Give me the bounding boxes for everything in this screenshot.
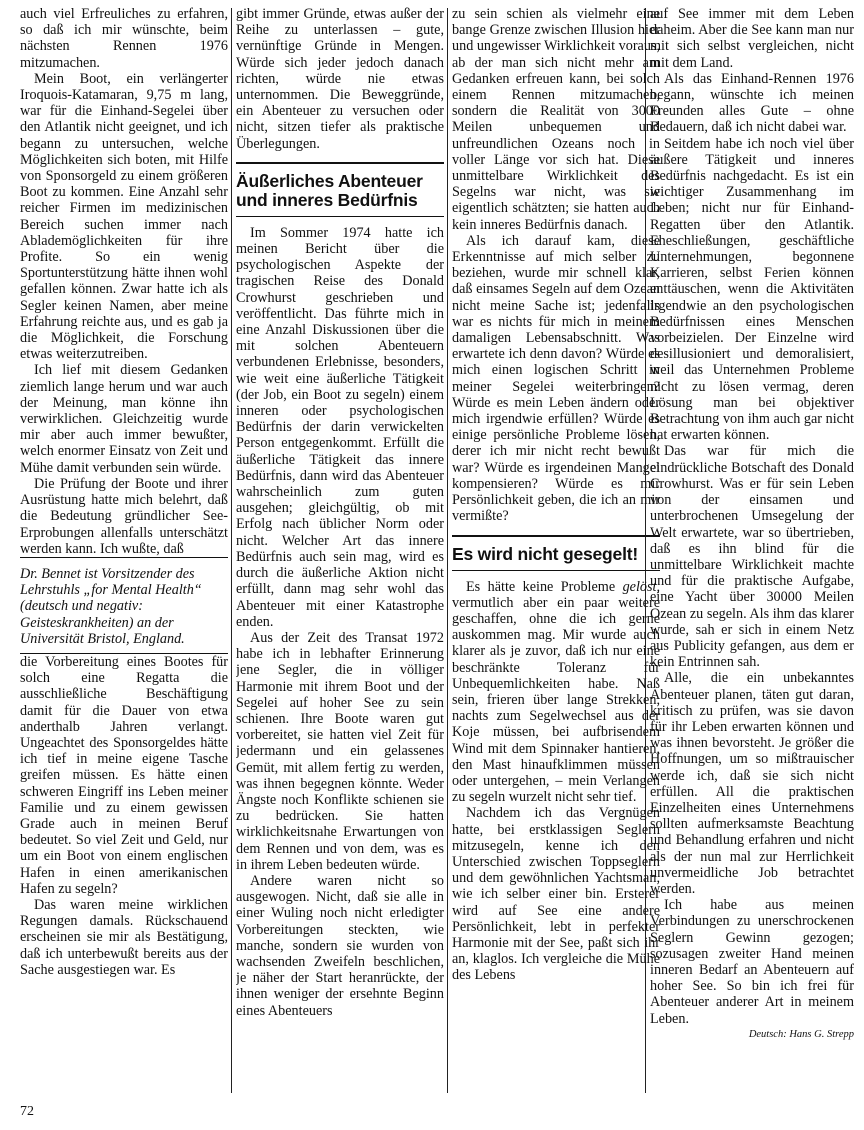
paragraph: Im Sommer 1974 hatte ich meinen Bericht über die psychologischen Aspekte der tragischen Reise des Donald Crowhurst geschrieben und veröffentlicht. Das führte mich in eine Anzahl Diskussionen über die mit solchen Abenteuern verbundenen Erlebnisse, besonders, wie weit eine äußerliche Tätigkeit (der Job, ein Boot zu segeln) einem inneren oder psychologischen Bedürfnis der darin verwickelten Person entgegenkommt. Erfüllt die äußerliche Tätigkeit das innere Bedürfnis, dann wird das Abenteuer wahrscheinlich zum guten ausgehen; gleichgültig, ob mit Erfolg nach üblicher Norm oder nicht. Welcher Art das innere Bedürfnis auch sein mag, wird es durch die äußerliche Aktion nicht erfüllt, dann mag sehr wohl das Abenteuer mit einer Katastrophe enden. xyxy=(236,224,444,630)
paragraph: Ich lief mit diesem Gedanken ziemlich lange herum und war auch der Meinung, man könne ihn verwirklichen. Gleichzeitig wurde mir aber auch immer bewußter, welch enormer Einsatz von Zeit und Mühe damit verbunden sein würde. xyxy=(20,362,228,476)
author-bio-box: Dr. Bennet ist Vorsitzender des Lehrstuhls „for Mental Health“ (deutsch und negativ: Geisteskrankheiten) an der Universität Bristol, England. xyxy=(20,557,228,654)
paragraph: Als das Einhand-Rennen 1976 begann, wünschte ich meinen Freunden alles Gute – ohne Bedauern, daß ich nicht dabei war. xyxy=(650,70,854,136)
article-column-4 xyxy=(650,6,854,1096)
paragraph: Alle, die ein unbekanntes Abenteuer planen, täten gut daran, kritisch zu prüfen, was sie davon für ihr Leben erwarten können und was ihnen bevorsteht. Je größer die Hoffnungen, um so mißtrauischer werde ich, daß sie sich nicht erfüllen. All die praktischen Einzelheiten eines Unternehmens sollten aufmerksamste Beachtung und Behandlung erfahren und nicht als der nun mal zur Herrlichkeit unvermeidliche Job betrachtet werden. xyxy=(650,670,854,897)
paragraph: Seitdem habe ich noch viel über äußere Tätigkeit und inneres Bedürfnis nachgedacht. Es ist ein wichtiger Zusammenhang im Leben; nicht nur für Einhand-Regatten über den Atlantik. Eheschließungen, geschäftliche Unternehmungen, begonnene Karrieren, selbst Ferien können enttäuschen, wenn die Aktivitäten irgendwie an den psychologischen Bedürfnissen eines Menschen vorbeizielen. Der Einzelne wird desillusioniert und demoralisiert, weil das Unternehmen Probleme nicht zu lösen vermag, deren Lösung man bei objektiver Betrachtung von ihm auch gar nicht hat erwarten können. xyxy=(650,135,854,444)
paragraph: Andere waren nicht so ausgewogen. Nicht, daß sie alle in einer Wuling noch nicht erledigter Vorbereitungen steckten, wie manche, sondern sie wurden von wachsenden Zweifeln beschlichen, je näher der Start heranrückte, der ihnen weniger der ersehnte Beginn eines Abenteuers xyxy=(236,872,444,1019)
paragraph: Nachdem ich das Vergnügen hatte, bei erstklassigen Seglern mitzusegeln, kenne ich den Unterschied zwischen Toppseglern und dem gewöhnlichen Yachtsman, wie ich selber einer bin. Ersterer wird auf See eine andere Persönlichkeit, lebt in perfekter Harmonie mit der See, paßt sich ihr an, klaglos. Ich vergleiche die Mühe des Lebens xyxy=(452,805,660,984)
paragraph: Die Prüfung der Boote und ihrer Ausrüstung hatte mich belehrt, daß die Bedeutung gründlicher See-Erprobungen allenfalls unterschätzt werden kann. Ich wußte, daß xyxy=(20,475,228,557)
paragraph: Ich habe aus meinen Verbindungen zu unerschrockenen Seglern Gewinn gezogen; sozusagen zweiter Hand meinen inneren Bedarf an Abenteuern auf hoher See. So bin ich frei für Abenteuer anderer Art in meinem Leben. xyxy=(650,897,854,1027)
paragraph: gibt immer Gründe, etwas außer der Reihe zu unterlassen – gute, vernünftige Gründe in Mengen. Würde sich jeder jedoch danach richten, würde nie etwas unternommen. Die Beweggründe, ein Abenteuer zu versuchen oder nicht, sitzen tiefer als praktische Überlegungen. xyxy=(236,6,444,152)
paragraph: Das waren meine wirklichen Regungen damals. Rückschauend erscheinen sie mir als Bestätigung, daß ich unterbewußt bereits aus der Sache ausgestiegen war. Es xyxy=(20,896,228,978)
paragraph: Aus der Zeit des Transat 1972 habe ich in lebhafter Erinnerung jene Segler, die in völliger Harmonie mit ihrem Boot und der Segelei auf hoher See zu sein schienen. Ihre Boote waren gut vorbereitet, sie hatten viel Zeit für jedermann und ein gelassenes Gemüt, mit allem fertig zu werden, was ihnen begegnen könnte. Weder Ängste noch Konflikte schienen sie zu bedrücken. Sie hatten wirklichkeitsnahe Erwartungen von dem Rennen und von dem, was es in ihrem Leben bedeuten würde. xyxy=(236,629,444,873)
column-divider xyxy=(447,8,448,1093)
translator-credit: Deutsch: Hans G. Strepp xyxy=(748,1028,854,1040)
article-column-3 xyxy=(452,6,660,1096)
column-divider xyxy=(231,8,232,1093)
section-heading: Äußerliches Abenteuer und inneres Bedürfnis xyxy=(236,162,444,217)
paragraph: auch viel Erfreuliches zu erfahren, so daß ich mir wünschte, beim nächsten Rennen 1976 mitzumachen. xyxy=(20,6,228,71)
paragraph: Als ich darauf kam, diese Erkenntnisse auf mich selber zu beziehen, wurde mir schnell klar, daß einsames Segeln auf dem Ozean nicht meine Sache ist; jedenfalls war es nichts für mich in meinem damaligen Lebensabschnitt. Was erwartete ich denn davon? Würde es mich einen logischen Schritt in meiner Segelei weiterbringen? Würde es mein Leben ändern oder mich irgendwie erfüllen? Würde es einige persönliche Probleme lösen, derer ich mir nicht recht bewußt war? Würde es irgendeinen Mangel kompensieren? Würde es mir Persönlichkeit geben, die ich an mir vermißte? xyxy=(452,232,660,525)
paragraph: Mein Boot, ein verlängerter Iroquois-Katamaran, 9,75 m lang, war für die Einhand-Segelei über den Atlantik nicht geeignet, und ich begann zu untersuchen, welche Möglichkeiten sich boten, mit Hilfe von Sponsorgeld zu einem größeren Boot zu kommen. Eine Anzahl sehr reicher Firmen im medizinischen Bereich suchen immer nach Ablademöglichkeiten für ihre Profite. So ein wenig Sportunterstützung hätte ihnen wohl gefallen können. Zwar hatte ich als Segler keinen Namen, aber meine Erfahrung reichte aus, und es gab ja die Möglichkeit, die Forschung etwas weiterzutreiben. xyxy=(20,70,228,363)
paragraph xyxy=(452,579,660,806)
paragraph: auf See immer mit dem Leben daheim. Aber die See kann man nur mit sich selbst vergleichen, nicht mit dem Land. xyxy=(650,6,854,71)
article-column-1 xyxy=(20,6,228,1096)
section-heading: Es wird nicht gesegelt! xyxy=(452,535,660,571)
paragraph: Das war für mich die eindrückliche Botschaft des Donald Crowhurst. Was er für sein Leben von der einsamen und unterbrochenen Umsegelung der Welt erwartete, war so übertrieben, daß es ihn blind für die unmittelbare Wirklichkeit machte und für die praktische Aufgabe, eine Yacht über 30000 Meilen Ozean zu segeln. Als ihm das klarer wurde, sah er sich in einem Netz aus Publicity gefangen, aus dem er kein Entrinnen sah. xyxy=(650,443,854,671)
paragraph: die Vorbereitung eines Bootes für solch eine Regatta die ausschließliche Beschäftigung damit für die Dauer von etwa anderthalb Jahren verlangt. Ungeachtet des Sponsorgeldes hätte ich tief in meine eigene Tasche greifen müssen. Es hätte einen schweren Eingriff ins Leben meiner Familie und zu einem gewissen Grade auch in meinen Beruf bedeutet. So viel Zeit und Geld, nur um ein Boot von einem englischen Hafen in einen amerikanischen Hafen zu segeln? xyxy=(20,653,228,897)
text-run: Es hätte keine Probleme xyxy=(466,578,623,595)
article-column-2 xyxy=(236,6,444,1096)
page-number: 72 xyxy=(20,1104,34,1119)
text-run: vermutlich aber ein paar weitere geschaffen, ohne die ich gerne auskommen mag. Mir wurde auch klarer als je zuvor, daß ich nur eine beschränkte Toleranz für Unbequemlichkeiten habe. Naß sein, frieren über lange Strekken, nachts zum Segelwechsel aus der Koje müssen, bei aufbrisendem Wind mit dem Spinnaker hantieren, den Mast hinaufklimmen müssen oder untergehen, – mein Verlangen zu segeln wurzelt nicht sehr tief. xyxy=(452,594,660,806)
emphasis-text: gelöst, xyxy=(622,578,660,595)
paragraph: zu sein schien als vielmehr eine bange Grenze zwischen Illusion hier und ungewisser Wirklichkeit voraus, ab der man sich nicht mehr am Gedanken erfreuen kann, bei solch einem Rennen mitzumachen, sondern die Realität von 3000 Meilen unbequemen und unfreundlichen Ozeans noch in voller Länge vor sich hat. Diese unmittelbare Wirklichkeit des Segelns war nicht, was sie eigentlich schätzten; sie hatten auch kein inneres Bedürfnis danach. xyxy=(452,6,660,233)
